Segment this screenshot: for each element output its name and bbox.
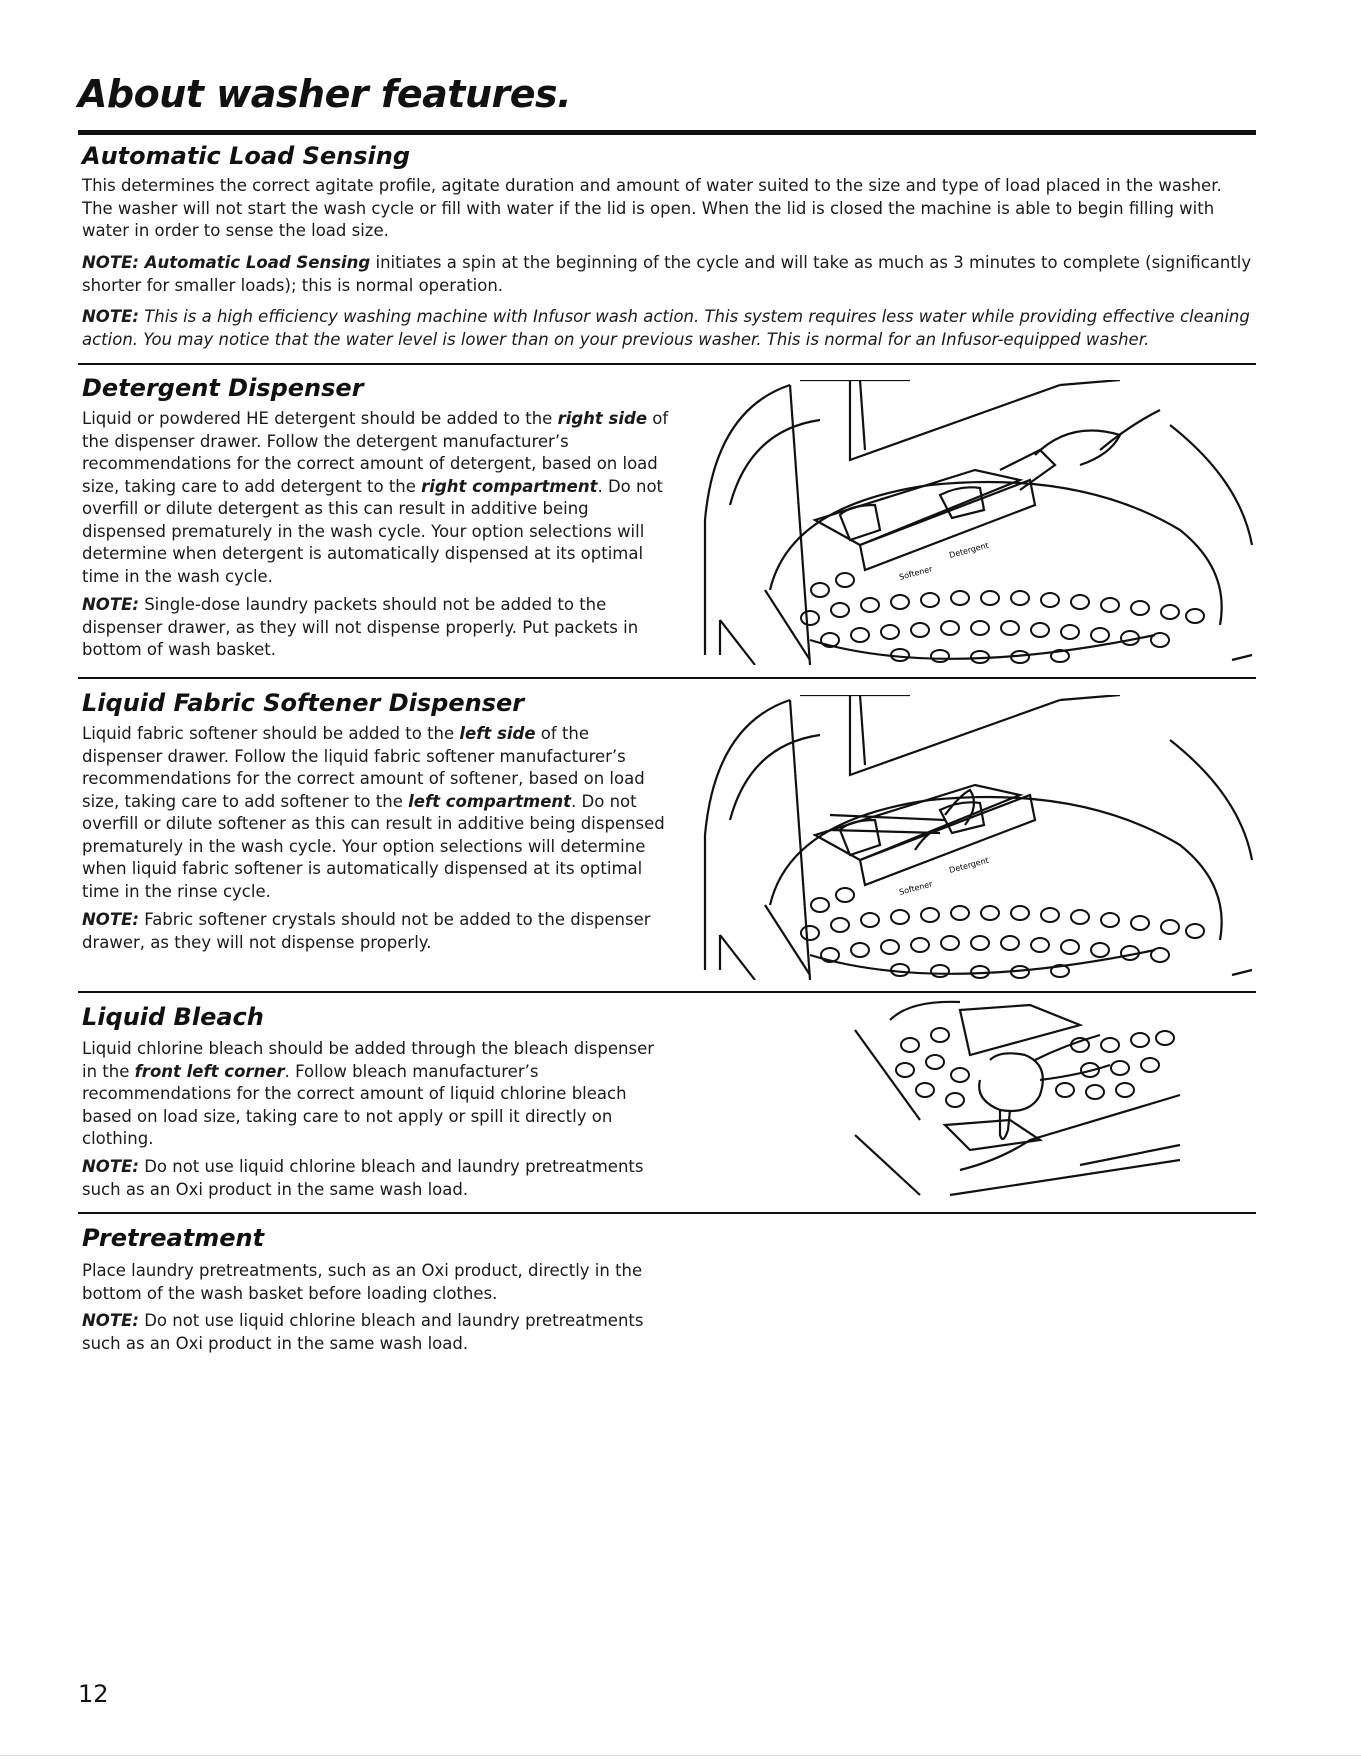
fabric-softener-note <box>82 909 672 954</box>
detergent-label: Detergent <box>948 855 990 875</box>
body-text: Liquid chlorine bleach should be added through the bleach dispenser in the <box>82 1039 655 1081</box>
fabric-softener-body <box>82 723 672 903</box>
body-text: . Do not overfill or dilute detergent as this can result in additive being dispensed prematurely in the wash cycle. Your option selections will determine when detergent is automatically dispensed at its optimal time in the wash cycle. <box>82 476 664 586</box>
note-text: This is a high efficiency washing machine with Infusor wash action. This system requires less water while providing effective cleaning action. You may notice that the water level is lower than on your previous washer. This is normal for an Infusor-equipped washer. <box>82 307 1250 349</box>
note-label: NOTE: <box>82 595 139 614</box>
note-text: Do not use liquid chlorine bleach and laundry pretreatments such as an Oxi product in the same wash load. <box>82 1157 644 1199</box>
body-text: . Follow bleach manufacturer’s recommendations for the correct amount of liquid chlorine bleach based on load size, taking care to not apply or spill it directly on clothing. <box>82 1061 627 1148</box>
section-title-liquid-fabric-softener: Liquid Fabric Softener Dispenser <box>82 689 525 717</box>
section-title-liquid-bleach: Liquid Bleach <box>82 1003 264 1031</box>
liquid-bleach-note <box>82 1156 672 1201</box>
liquid-bleach-body <box>82 1038 672 1151</box>
emphasis-text: front left corner <box>134 1061 285 1081</box>
body-text: of the dispenser drawer. Follow the liquid fabric softener manufacturer’s recommendations for the correct amount of softener, based on load size, taking care to add softener to the <box>82 724 645 811</box>
detergent-dispenser-note <box>82 594 672 662</box>
note-label: NOTE: <box>82 307 139 326</box>
note-text: Do not use liquid chlorine bleach and laundry pretreatments such as an Oxi product in the same wash load. <box>82 1311 644 1353</box>
emphasis-text: right compartment <box>421 476 598 496</box>
body-text: Liquid or powdered HE detergent should be added to the <box>82 409 558 428</box>
pretreatment-note <box>82 1310 672 1355</box>
note-label: NOTE: <box>82 1157 139 1176</box>
note-text: initiates a spin at the beginning of the cycle and will take as much as 3 minutes to complete (significantly shorter for smaller loads); this is normal operation. <box>82 253 1252 295</box>
section-title-detergent-dispenser: Detergent Dispenser <box>82 374 364 402</box>
section-divider <box>78 363 1256 365</box>
emphasis-text: right side <box>557 409 648 428</box>
section-divider <box>78 991 1256 993</box>
softener-label: Softener <box>898 564 934 582</box>
title-rule <box>78 130 1256 135</box>
section-title-automatic-load-sensing: Automatic Load Sensing <box>82 142 411 170</box>
softener-label: Softener <box>898 879 934 897</box>
automatic-load-sensing-body: This determines the correct agitate profile, agitate duration and amount of water suited to the size and type of load placed in the washer. The washer will not start the wash cycle or fill with water if the lid is open. When the lid is closed the machine is able to begin filling with water in order to sense the load size. <box>82 176 1222 240</box>
note-label: NOTE: <box>82 910 139 929</box>
page-edge <box>0 1755 1361 1756</box>
detergent-dispenser-illustration <box>700 380 1255 665</box>
body-text: of the dispenser drawer. Follow the detergent manufacturer’s recommendations for the correct amount of detergent, based on load size, taking care to add detergent to the <box>82 409 669 496</box>
fabric-softener-illustration <box>700 695 1255 980</box>
section-divider <box>78 677 1256 679</box>
page-number: 12 <box>78 1680 109 1708</box>
section-divider <box>78 1212 1256 1214</box>
pretreatment-body: Place laundry pretreatments, such as an Oxi product, directly in the bottom of the wash basket before loading clothes. <box>82 1261 643 1303</box>
automatic-load-sensing-note-1 <box>82 252 1254 297</box>
emphasis-text: left compartment <box>408 791 572 811</box>
body-text: Liquid fabric softener should be added to the <box>82 724 460 743</box>
automatic-load-sensing-note-2 <box>82 306 1254 351</box>
note-text: Fabric softener crystals should not be added to the dispenser drawer, as they will not dispense properly. <box>82 910 651 952</box>
section-title-pretreatment: Pretreatment <box>82 1224 265 1252</box>
emphasis-text: left side <box>459 724 536 743</box>
note-label: NOTE: Automatic Load Sensing <box>82 253 371 272</box>
body-text: . Do not overfill or dilute softener as this can result in additive being dispensed prematurely in the wash cycle. Your option selections will determine when liquid fabric softener is automatically dispensed at its optimal time in the rinse cycle. <box>82 791 665 901</box>
detergent-dispenser-body <box>82 408 672 588</box>
liquid-bleach-illustration <box>850 1000 1190 1200</box>
note-text: Single-dose laundry packets should not be added to the dispenser drawer, as they will not dispense properly. Put packets in bottom of wash basket. <box>82 595 639 659</box>
page-title: About washer features. <box>78 72 572 116</box>
detergent-label: Detergent <box>948 540 990 560</box>
note-label: NOTE: <box>82 1311 139 1330</box>
